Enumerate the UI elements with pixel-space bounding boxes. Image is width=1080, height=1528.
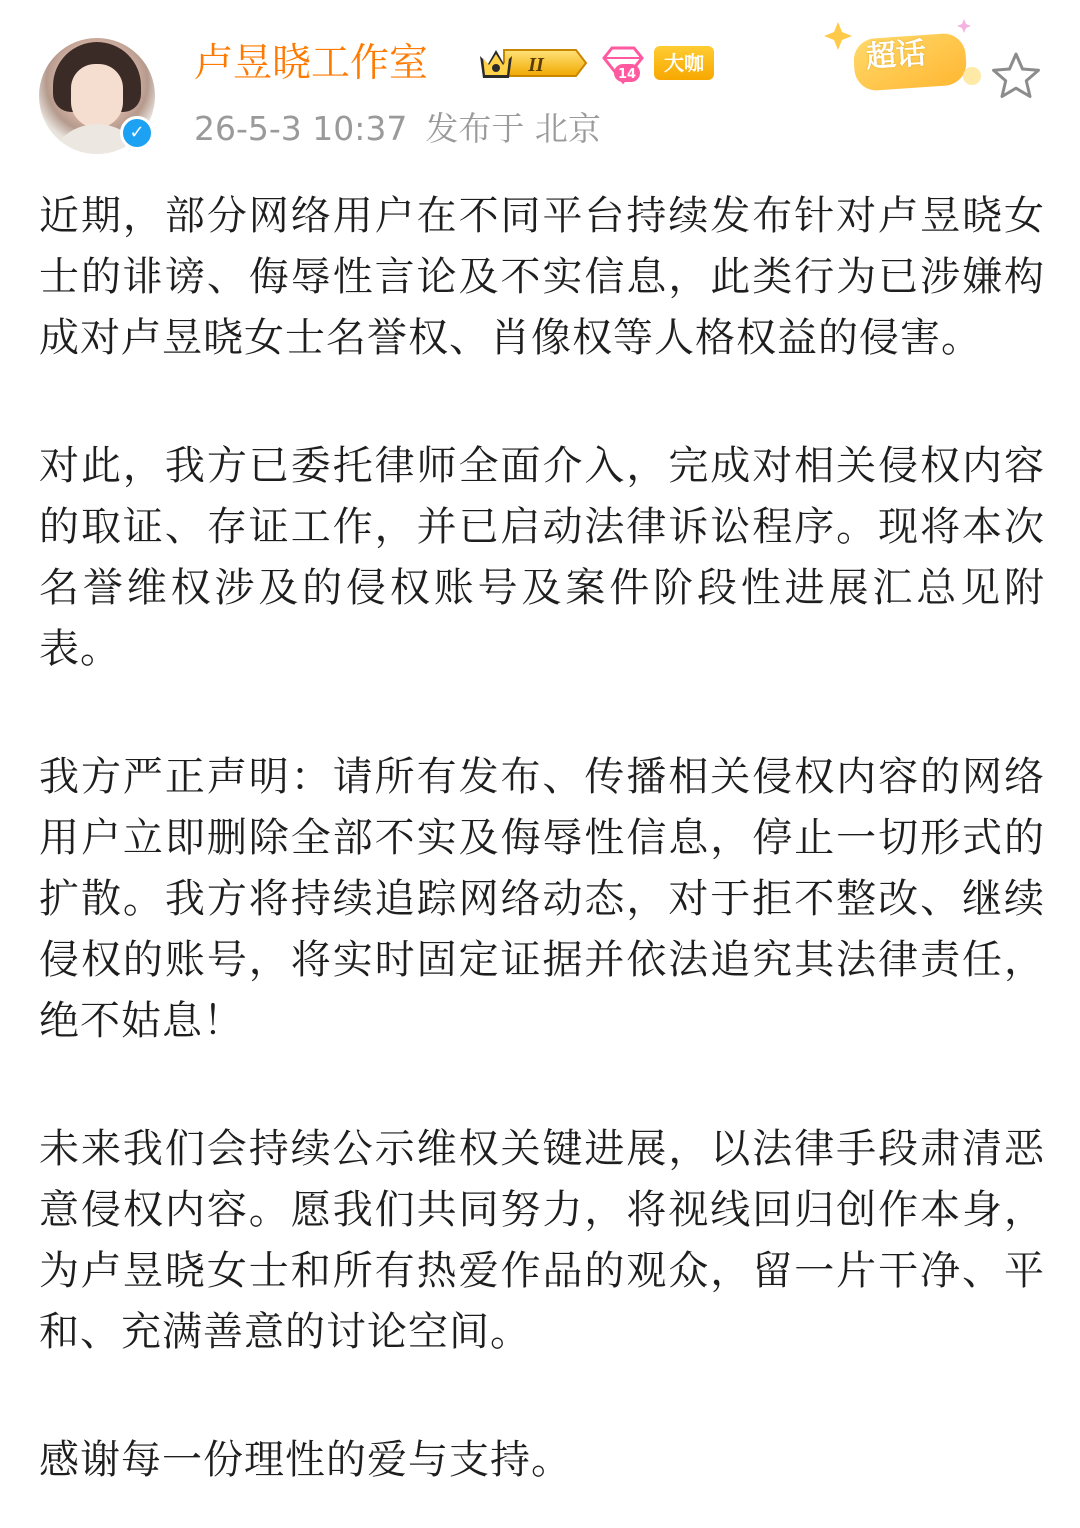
post-paragraph: 未来我们会持续公示维权关键进展，以法律手段肃清恶意侵权内容。愿我们共同努力，将视线回归创作本身，为卢昱晓女士和所有热爱作品的观众，留一片干净、平和、充满善意的讨论空间。 — [39, 1126, 1045, 1355]
avatar-face — [71, 64, 123, 128]
post-paragraph: 近期，部分网络用户在不同平台持续发布针对卢昱晓女士的诽谤、侮辱性言论及不实信息，此类行为已涉嫌构成对卢昱晓女士名誉权、肖像权等人格权益的侵害。 — [39, 193, 1045, 361]
account-name[interactable]: 卢昱晓工作室 — [194, 41, 429, 86]
post-paragraph: 感谢每一份理性的爱与支持。 — [39, 1437, 572, 1483]
post-date: 26-5-3 10:37 — [194, 109, 408, 148]
verified-icon: ✓ — [120, 116, 154, 150]
post-header — [0, 0, 1080, 160]
star-icon[interactable] — [990, 50, 1042, 102]
crown-level-text: II — [528, 54, 544, 76]
supertopic-label: 超话 — [864, 35, 928, 76]
crown-level-badge[interactable] — [476, 42, 588, 84]
post-paragraph: 对此，我方已委托律师全面介入，完成对相关侵权内容的取证、存证工作，并已启动法律诉讼程序。现将本次名誉维权涉及的侵权账号及案件阶段性进展汇总见附表。 — [39, 443, 1045, 672]
post-location: 发布于 北京 — [425, 109, 601, 148]
gem-level-badge[interactable] — [600, 44, 646, 86]
post-paragraph: 我方严正声明：请所有发布、传播相关侵权内容的网络用户立即删除全部不实及侮辱性信息，停止一切形式的扩散。我方将持续追踪网络动态，对于拒不整改、继续侵权的账号，将实时固定证据并依法追究其法律责任，绝不姑息！ — [39, 754, 1045, 1044]
gem-level-text: 14 — [617, 67, 637, 82]
daka-badge[interactable]: 大咖 — [654, 46, 714, 80]
post-body — [39, 186, 1045, 1491]
sparkle-icon — [824, 22, 852, 50]
post-meta — [194, 106, 619, 152]
